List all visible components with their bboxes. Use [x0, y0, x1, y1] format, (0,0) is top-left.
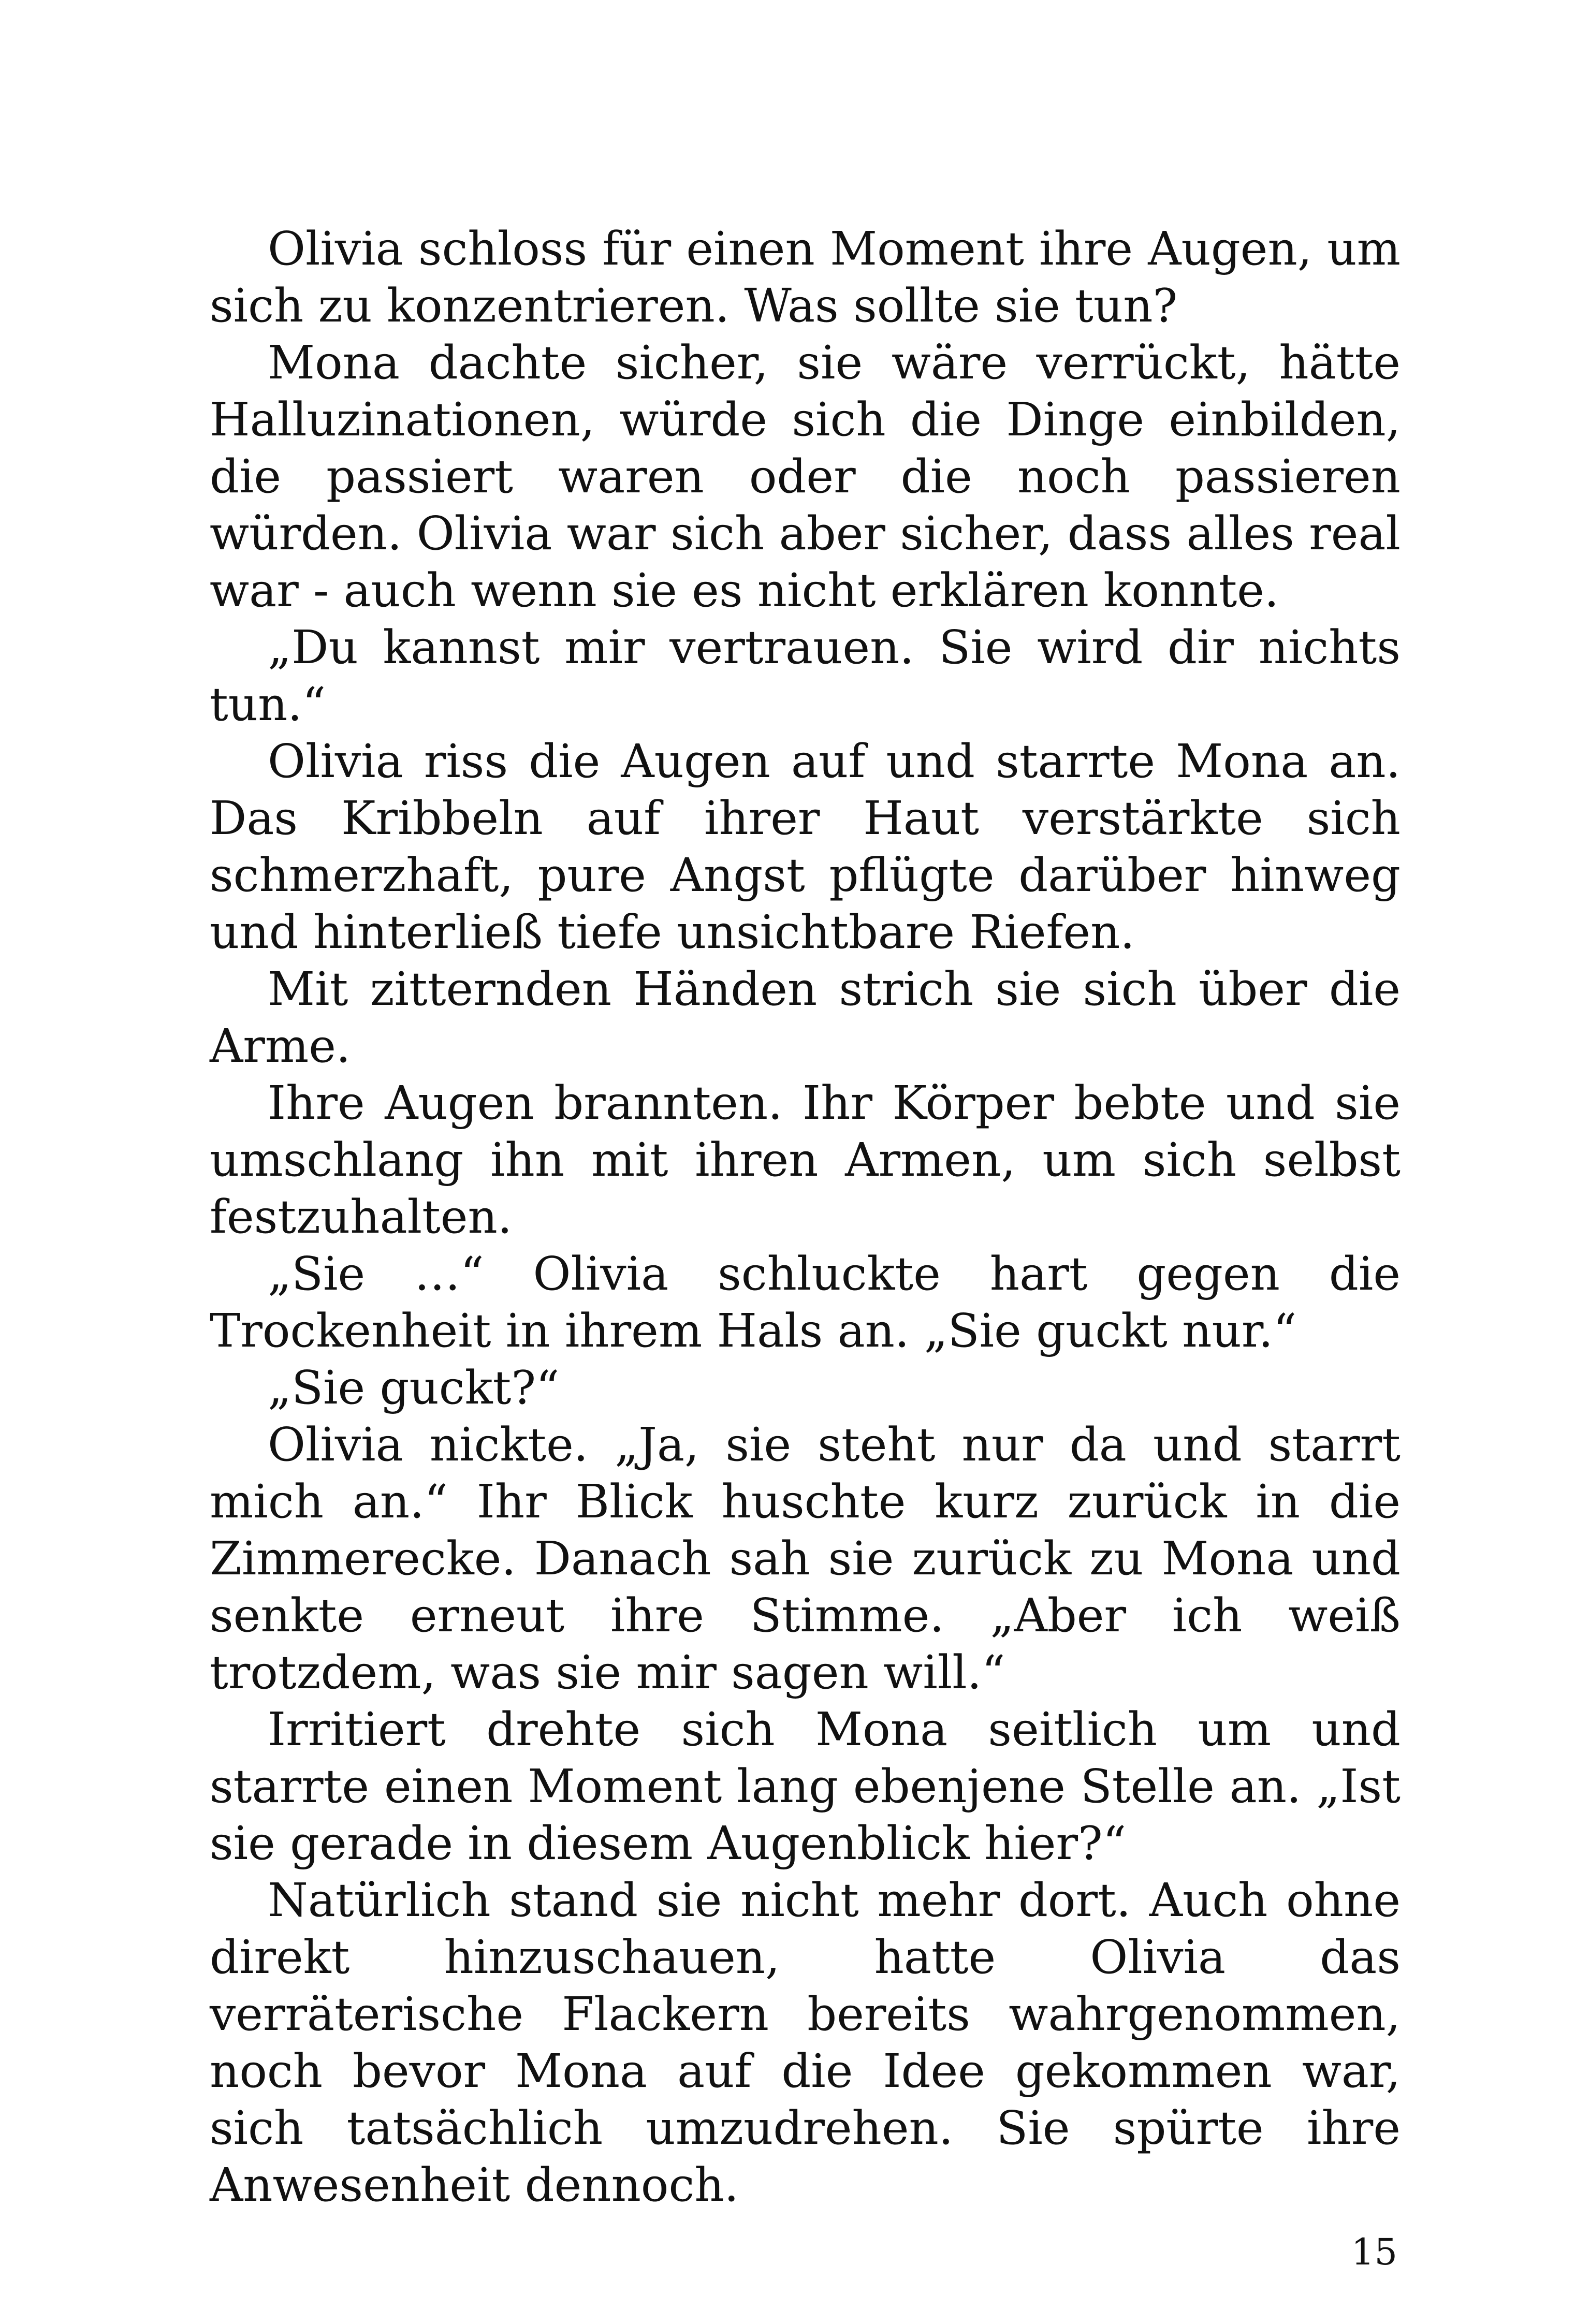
paragraph-4: Olivia riss die Augen auf und starrte Mona an. Das Kribbeln auf ihrer Haut verstärkte sich schmerzhaft, pure Angst pflügte darüber hinweg und hinterließ tiefe unsichtbare Riefen. — [210, 734, 1401, 959]
paragraph-9: Olivia nickte. „Ja, sie steht nur da und starrt mich an.“ Ihr Blick huschte kurz zurück in die Zimmerecke. Danach sah sie zurück zu Mona und senkte erneut ihre Stimme. „Aber ich weiß trotzdem, was sie mir sagen will.“ — [210, 1417, 1401, 1699]
paragraph-3: „Du kannst mir vertrauen. Sie wird dir nichts tun.“ — [210, 620, 1401, 731]
page-number: 15 — [1351, 2231, 1397, 2273]
paragraph-1: Olivia schloss für einen Moment ihre Augen, um sich zu konzentrieren. Was sollte sie tun? — [210, 222, 1401, 332]
paragraph-10: Irritiert drehte sich Mona seitlich um und starrte einen Moment lang ebenjene Stelle an. „Ist sie gerade in diesem Augenblick hier?“ — [210, 1702, 1401, 1870]
paragraph-5: Mit zitternden Händen strich sie sich über die Arme. — [210, 962, 1401, 1073]
paragraph-7: „Sie …“ Olivia schluckte hart gegen die Trockenheit in ihrem Hals an. „Sie guckt nur.“ — [210, 1247, 1401, 1357]
body-text — [210, 220, 1401, 2213]
paragraph-2: Mona dachte sicher, sie wäre verrückt, hätte Halluzinationen, würde sich die Dinge einbilden, die passiert waren oder die noch passieren würden. Olivia war sich aber sicher, dass alles real war - auch wenn sie es nicht erklären konnte. — [210, 335, 1401, 617]
paragraph-8: „Sie guckt?“ — [268, 1361, 560, 1414]
paragraph-6: Ihre Augen brannten. Ihr Körper bebte und sie umschlang ihn mit ihren Armen, um sich selbst festzuhalten. — [210, 1076, 1401, 1244]
paragraph-11: Natürlich stand sie nicht mehr dort. Auch ohne direkt hinzuschauen, hatte Olivia das verräterische Flackern bereits wahrgenommen, noch bevor Mona auf die Idee gekommen war, sich tatsächlich umzudrehen. Sie spürte ihre Anwesenheit dennoch. — [210, 1873, 1401, 2212]
